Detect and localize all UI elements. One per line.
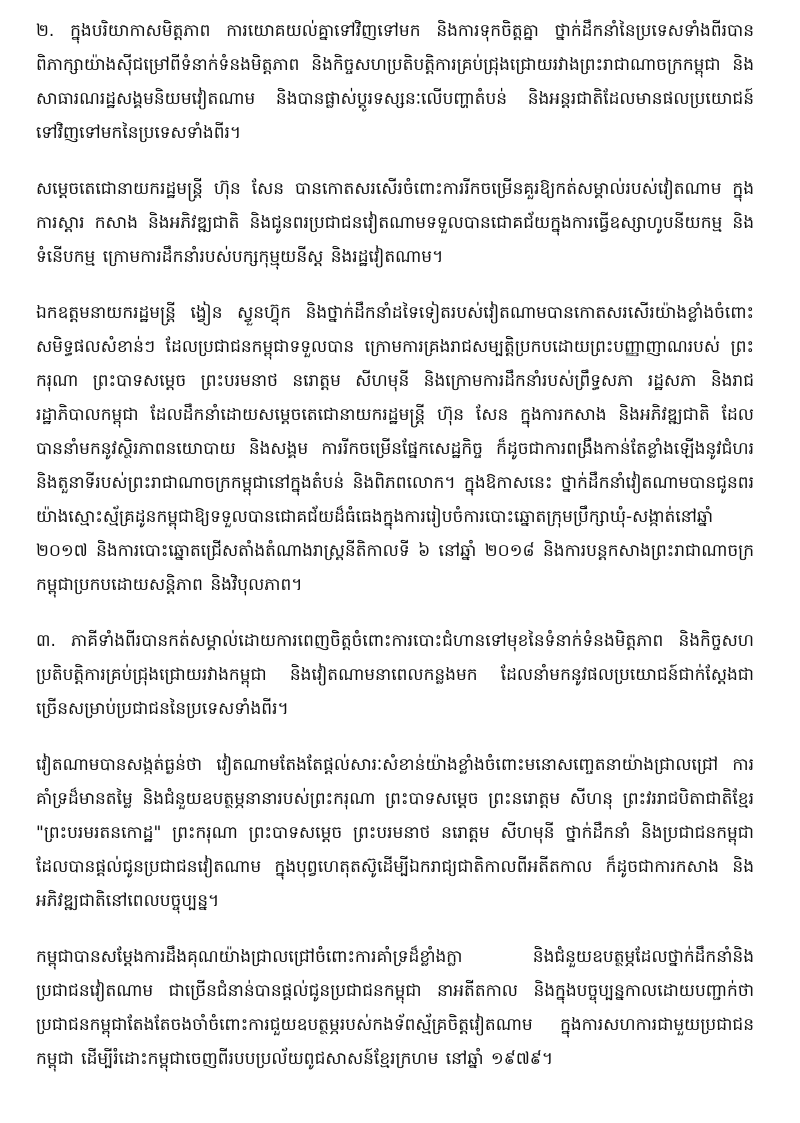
paragraph-vietnam-emphasis: វៀតណាមបានសង្កត់ធ្ងន់ថា វៀតណាមតែងតែផ្តល់សារៈសំខាន់យ៉ាងខ្លាំងចំពោះមនោសញ្ចេតនាយ៉ាងជ្រាលជ្រៅ ការគាំទ្រដ៏មានតម្លៃ និងជំនួយឧបត្ថម្ភនានារបស់ព្រះករុណា ព្រះបាទសម្តេច ព្រះនរោត្តម សីហនុ ព្រះវររាជបិតាជាតិខ្មែរ "ព្រះបរមរតនកោដ្ឋ" ព្រះករុណា ព្រះបាទសម្តេច ព្រះបរមនាថ នរោត្តម សីហមុនី ថ្នាក់ដឹកនាំ និងប្រជាជនកម្ពុជា ដែលបានផ្តល់ជូនប្រជាជនវៀតណាម ក្នុងបុព្វហេតុតស៊ូដើម្បីឯករាជ្យជាតិកាលពីអតីតកាល ក៏ដូចជាការកសាង និងអភិវឌ្ឍជាតិនៅពេលបច្ចុប្បន្ន។ (36, 755, 754, 911)
paragraph-hun-sen-praise: សម្តេចតេជោនាយករដ្ឋមន្រ្តី ហ៊ុន សែន បានកោតសរសើរចំពោះការរីកចម្រើនគួរឱ្យកត់សម្គាល់របស់វៀតណាម ក្នុងការស្តារ កសាង និងអភិវឌ្ឍជាតិ និងជូនពរប្រជាជនវៀតណាមទទួលបានជោគជ័យក្នុងការធ្វើឧស្សាហូបនីយកម្ម និងទំនើបកម្ម ក្រោមការដឹកនាំរបស់បក្សកុម្មុយនីស្ត និងរដ្ឋវៀតណាម។ (36, 179, 754, 267)
paragraph-cambodia-gratitude: កម្ពុជាបានសម្តែងការដឹងគុណយ៉ាងជ្រាលជ្រៅចំពោះការគាំទ្រដ៏ខ្លាំងក្លា និងជំនួយឧបត្ថម្ភដែលថ្នាក់ដឹកនាំនិងប្រជាជនវៀតណាម ជាច្រើនជំនាន់បានផ្តល់ជូនប្រជាជនកម្ពុជា នាអតីតកាល និងក្នុងបច្ចុប្បន្នកាលដោយបញ្ជាក់ថា ប្រជាជនកម្ពុជាតែងតែចងចាំចំពោះការជួយឧបត្ថម្ភរបស់កងទ័ពស្ម័គ្រចិត្តវៀតណាម ក្នុងការសហការជាមួយប្រជាជនកម្ពុជា ដើម្បីរំដោះកម្ពុជាចេញពីរបបប្រល័យពូជសាសន៍ខ្មែរក្រហម នៅឆ្នាំ ១៩៧៩។ (36, 947, 754, 1069)
paragraph-section-2: ២. ក្នុងបរិយាកាសមិត្តភាព ការយោគយល់គ្នាទៅវិញទៅមក និងការទុកចិត្តគ្នា ថ្នាក់ដឹកនាំនៃប្រទេសទាំងពីរបានពិភាក្សាយ៉ាងស៊ីជម្រៅពីទំនាក់ទំនងមិត្តភាព និងកិច្ចសហប្រតិបត្តិការគ្រប់ជ្រុងជ្រោយរវាងព្រះរាជាណាចក្រកម្ពុជា និងសាធារណរដ្ឋសង្គមនិយមវៀតណាម និងបានផ្លាស់ប្តូរទស្សនៈលើបញ្ហាតំបន់ និងអន្តរជាតិដែលមានផលប្រយោជន៍ទៅវិញទៅមកនៃប្រទេសទាំងពីរ។ (36, 21, 754, 143)
paragraph-section-3: ៣. ភាគីទាំងពីរបានកត់សម្គាល់ដោយការពេញចិត្តចំពោះការបោះជំហានទៅមុខនៃទំនាក់ទំនងមិត្តភាព និងកិច្ចសហប្រតិបត្តិការគ្រប់ជ្រុងជ្រោយរវាងកម្ពុជា និងវៀតណាមនាពេលកន្លងមក ដែលនាំមកនូវផលប្រយោជន៍ជាក់ស្តែងជាច្រើនសម្រាប់ប្រជាជននៃប្រទេសទាំងពីរ។ (36, 631, 754, 719)
paragraph-vietnam-praise: ឯកឧត្តមនាយករដ្ឋមន្រ្តី ង្វៀន ស្វួនហ៊្វុក និងថ្នាក់ដឹកនាំដទៃទៀតរបស់វៀតណាមបានកោតសរសើរយ៉ាងខ្លាំងចំពោះសមិទ្ធផលសំខាន់ៗ ដែលប្រជាជនកម្ពុជាទទួលបាន ក្រោមការគ្រងរាជសម្បត្តិប្រកបដោយព្រះបញ្ញាញាណរបស់ ព្រះករុណា ព្រះបាទសម្តេច ព្រះបរមនាថ នរោត្តម សីហមុនី និងក្រោមការដឹកនាំរបស់ព្រឹទ្ធសភា រដ្ឋសភា និងរាជរដ្ឋាភិបាលកម្ពុជា ដែលដឹកនាំដោយសម្តេចតេជោនាយករដ្ឋមន្រ្តី ហ៊ុន សែន ក្នុងការកសាង និងអភិវឌ្ឍជាតិ ដែលបាននាំមកនូវស្ថិរភាពនយោបាយ និងសង្គម ការរីកចម្រើនផ្នែកសេដ្ឋកិច្ច ក៏ដូចជាការពង្រឹងកាន់តែខ្លាំងឡើងនូវជំហរ និងតួនាទីរបស់ព្រះរាជាណាចក្រកម្ពុជានៅក្នុងតំបន់ និងពិភពលោក។ ក្នុងឱកាសនេះ ថ្នាក់ដឹកនាំវៀតណាមបានជូនពរយ៉ាងស្មោះស្ម័គ្រដូនកម្ពុជាឱ្យទទួលបានជោគជ័យដ៏ធំធេងក្នុងការរៀបចំការបោះឆ្នោតក្រុមប្រឹក្សាឃុំ-សង្កាត់នៅឆ្នាំ ២០១៧ និងការបោះឆ្នោតជ្រើសតាំងតំណាងរាស្ត្រនីតិកាលទី ៦ នៅឆ្នាំ ២០១៨ និងការបន្តកសាងព្រះរាជាណាចក្រកម្ពុជាប្រកបដោយសន្តិភាព និងវិបុលភាព។ (36, 303, 754, 595)
